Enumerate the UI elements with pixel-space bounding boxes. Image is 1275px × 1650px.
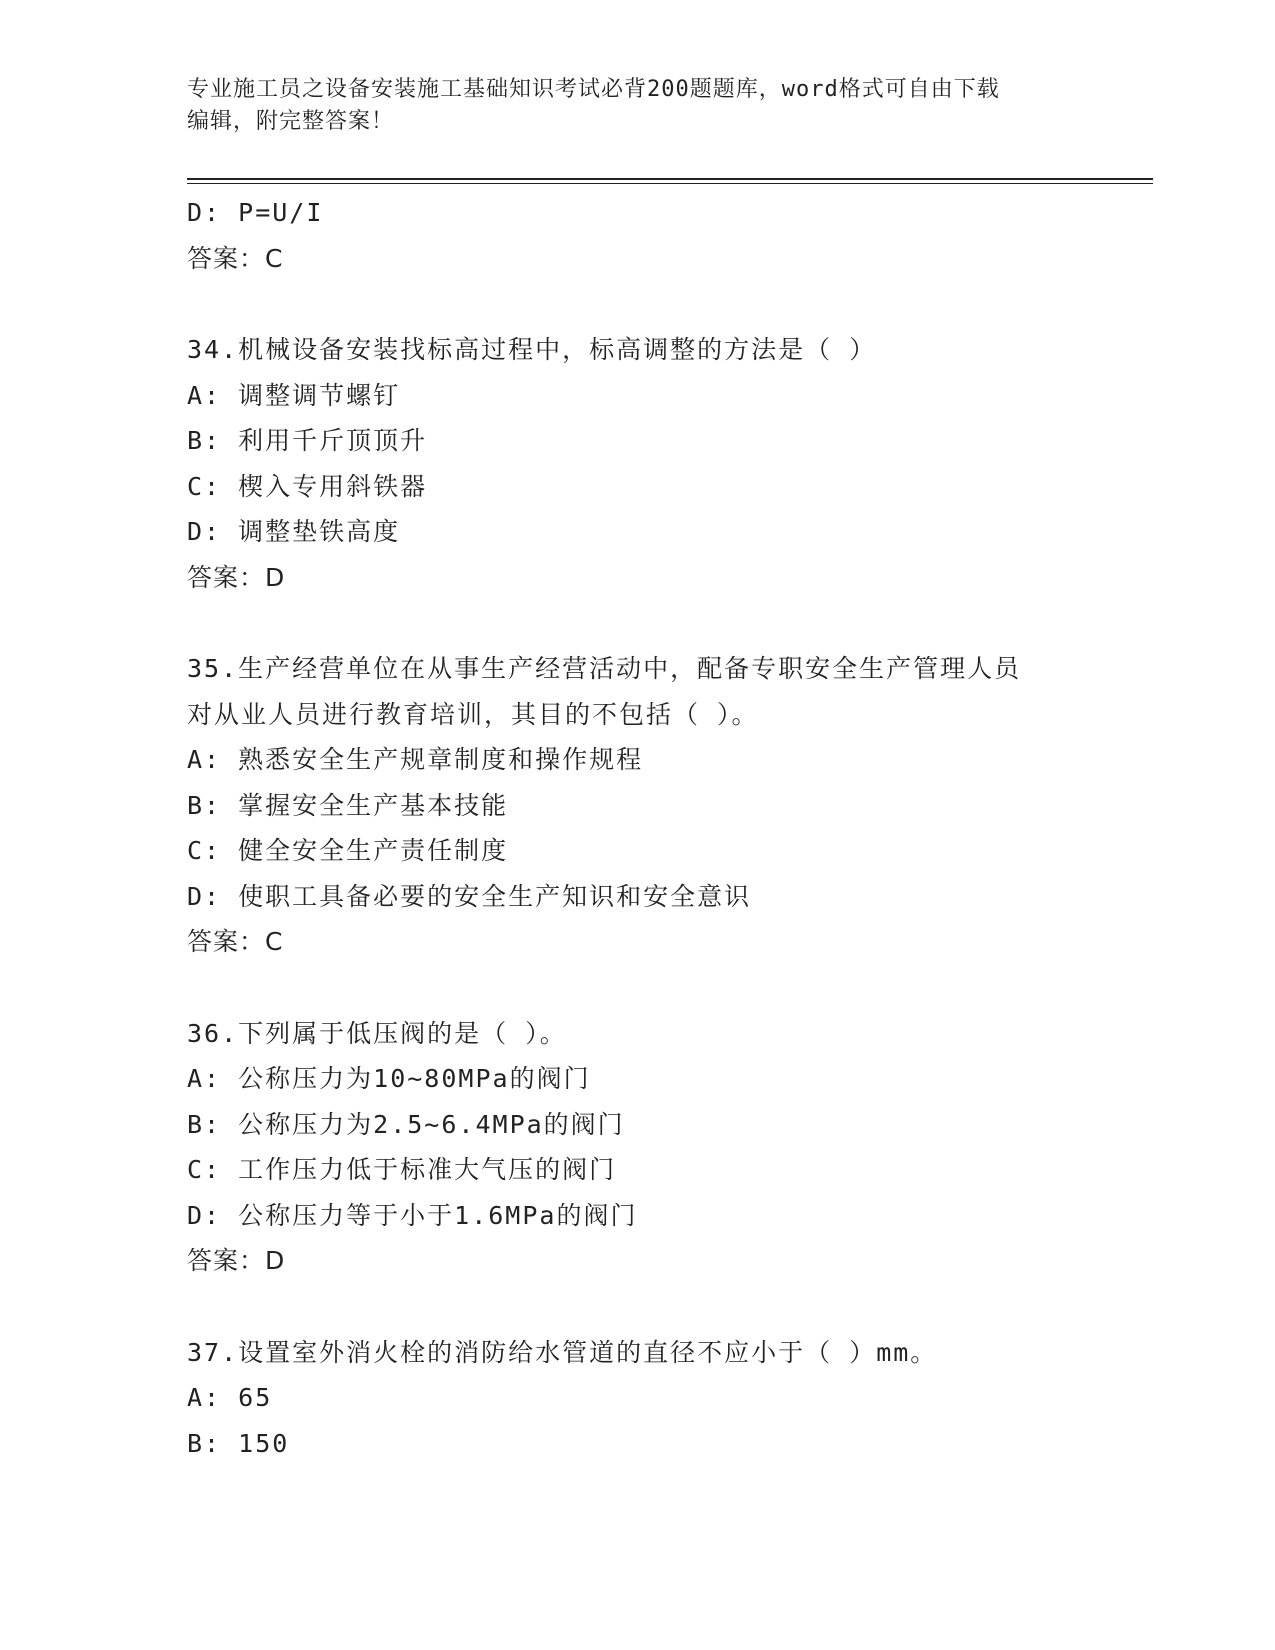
option-b: B: 150 xyxy=(187,1428,290,1458)
option-c: C: 健全安全生产责任制度 xyxy=(187,836,509,865)
answer: 答案：D xyxy=(187,1246,286,1275)
option-a: A: 调整调节螺钉 xyxy=(187,380,401,410)
answer: 答案：C xyxy=(187,243,284,273)
option-a: A: 65 xyxy=(187,1383,273,1412)
answer: 答案：C xyxy=(187,927,284,956)
option-b: B: 公称压力为2.5~6.4MPa的阀门 xyxy=(187,1109,625,1139)
header-line-2: 编辑，附完整答案！ xyxy=(187,109,395,134)
document-header xyxy=(187,74,1087,138)
question-stem: 35.生产经营单位在从事生产经营活动中，配备专职安全生产管理人员 xyxy=(187,654,1022,683)
header-rule-thick xyxy=(187,178,1153,180)
previous-question-tail xyxy=(187,190,1147,281)
answer: 答案：D xyxy=(187,562,286,592)
question-37 xyxy=(187,1330,1147,1467)
option-a: A: 公称压力为10~80MPa的阀门 xyxy=(187,1064,591,1093)
option-b: B: 掌握安全生产基本技能 xyxy=(187,790,509,820)
option-d: D: P=U/I xyxy=(187,198,324,227)
question-stem: 36.下列属于低压阀的是（ ）。 xyxy=(187,1018,567,1048)
option-a: A: 熟悉安全生产规章制度和操作规程 xyxy=(187,745,644,774)
option-d: D: 使职工具备必要的安全生产知识和安全意识 xyxy=(187,881,752,911)
option-c: C: 工作压力低于标准大气压的阀门 xyxy=(187,1155,617,1184)
question-35 xyxy=(187,646,1147,965)
question-36 xyxy=(187,1011,1147,1284)
question-list xyxy=(187,190,1147,1466)
question-34 xyxy=(187,327,1147,600)
option-d: D: 调整垫铁高度 xyxy=(187,517,401,546)
option-d: D: 公称压力等于小于1.6MPa的阀门 xyxy=(187,1200,638,1230)
question-stem: 34.机械设备安装找标高过程中，标高调整的方法是（ ） xyxy=(187,335,877,364)
question-stem-continued: 对从业人员进行教育培训，其目的不包括（ ）。 xyxy=(187,699,759,729)
header-line-1: 专业施工员之设备安装施工基础知识考试必背200题题库，word格式可自由下载 xyxy=(187,77,1000,102)
option-b: B: 利用千斤顶顶升 xyxy=(187,426,428,455)
header-rule-thin xyxy=(187,183,1153,184)
option-c: C: 楔入专用斜铁器 xyxy=(187,471,428,501)
question-stem: 37.设置室外消火栓的消防给水管道的直径不应小于（ ）mm。 xyxy=(187,1337,938,1367)
